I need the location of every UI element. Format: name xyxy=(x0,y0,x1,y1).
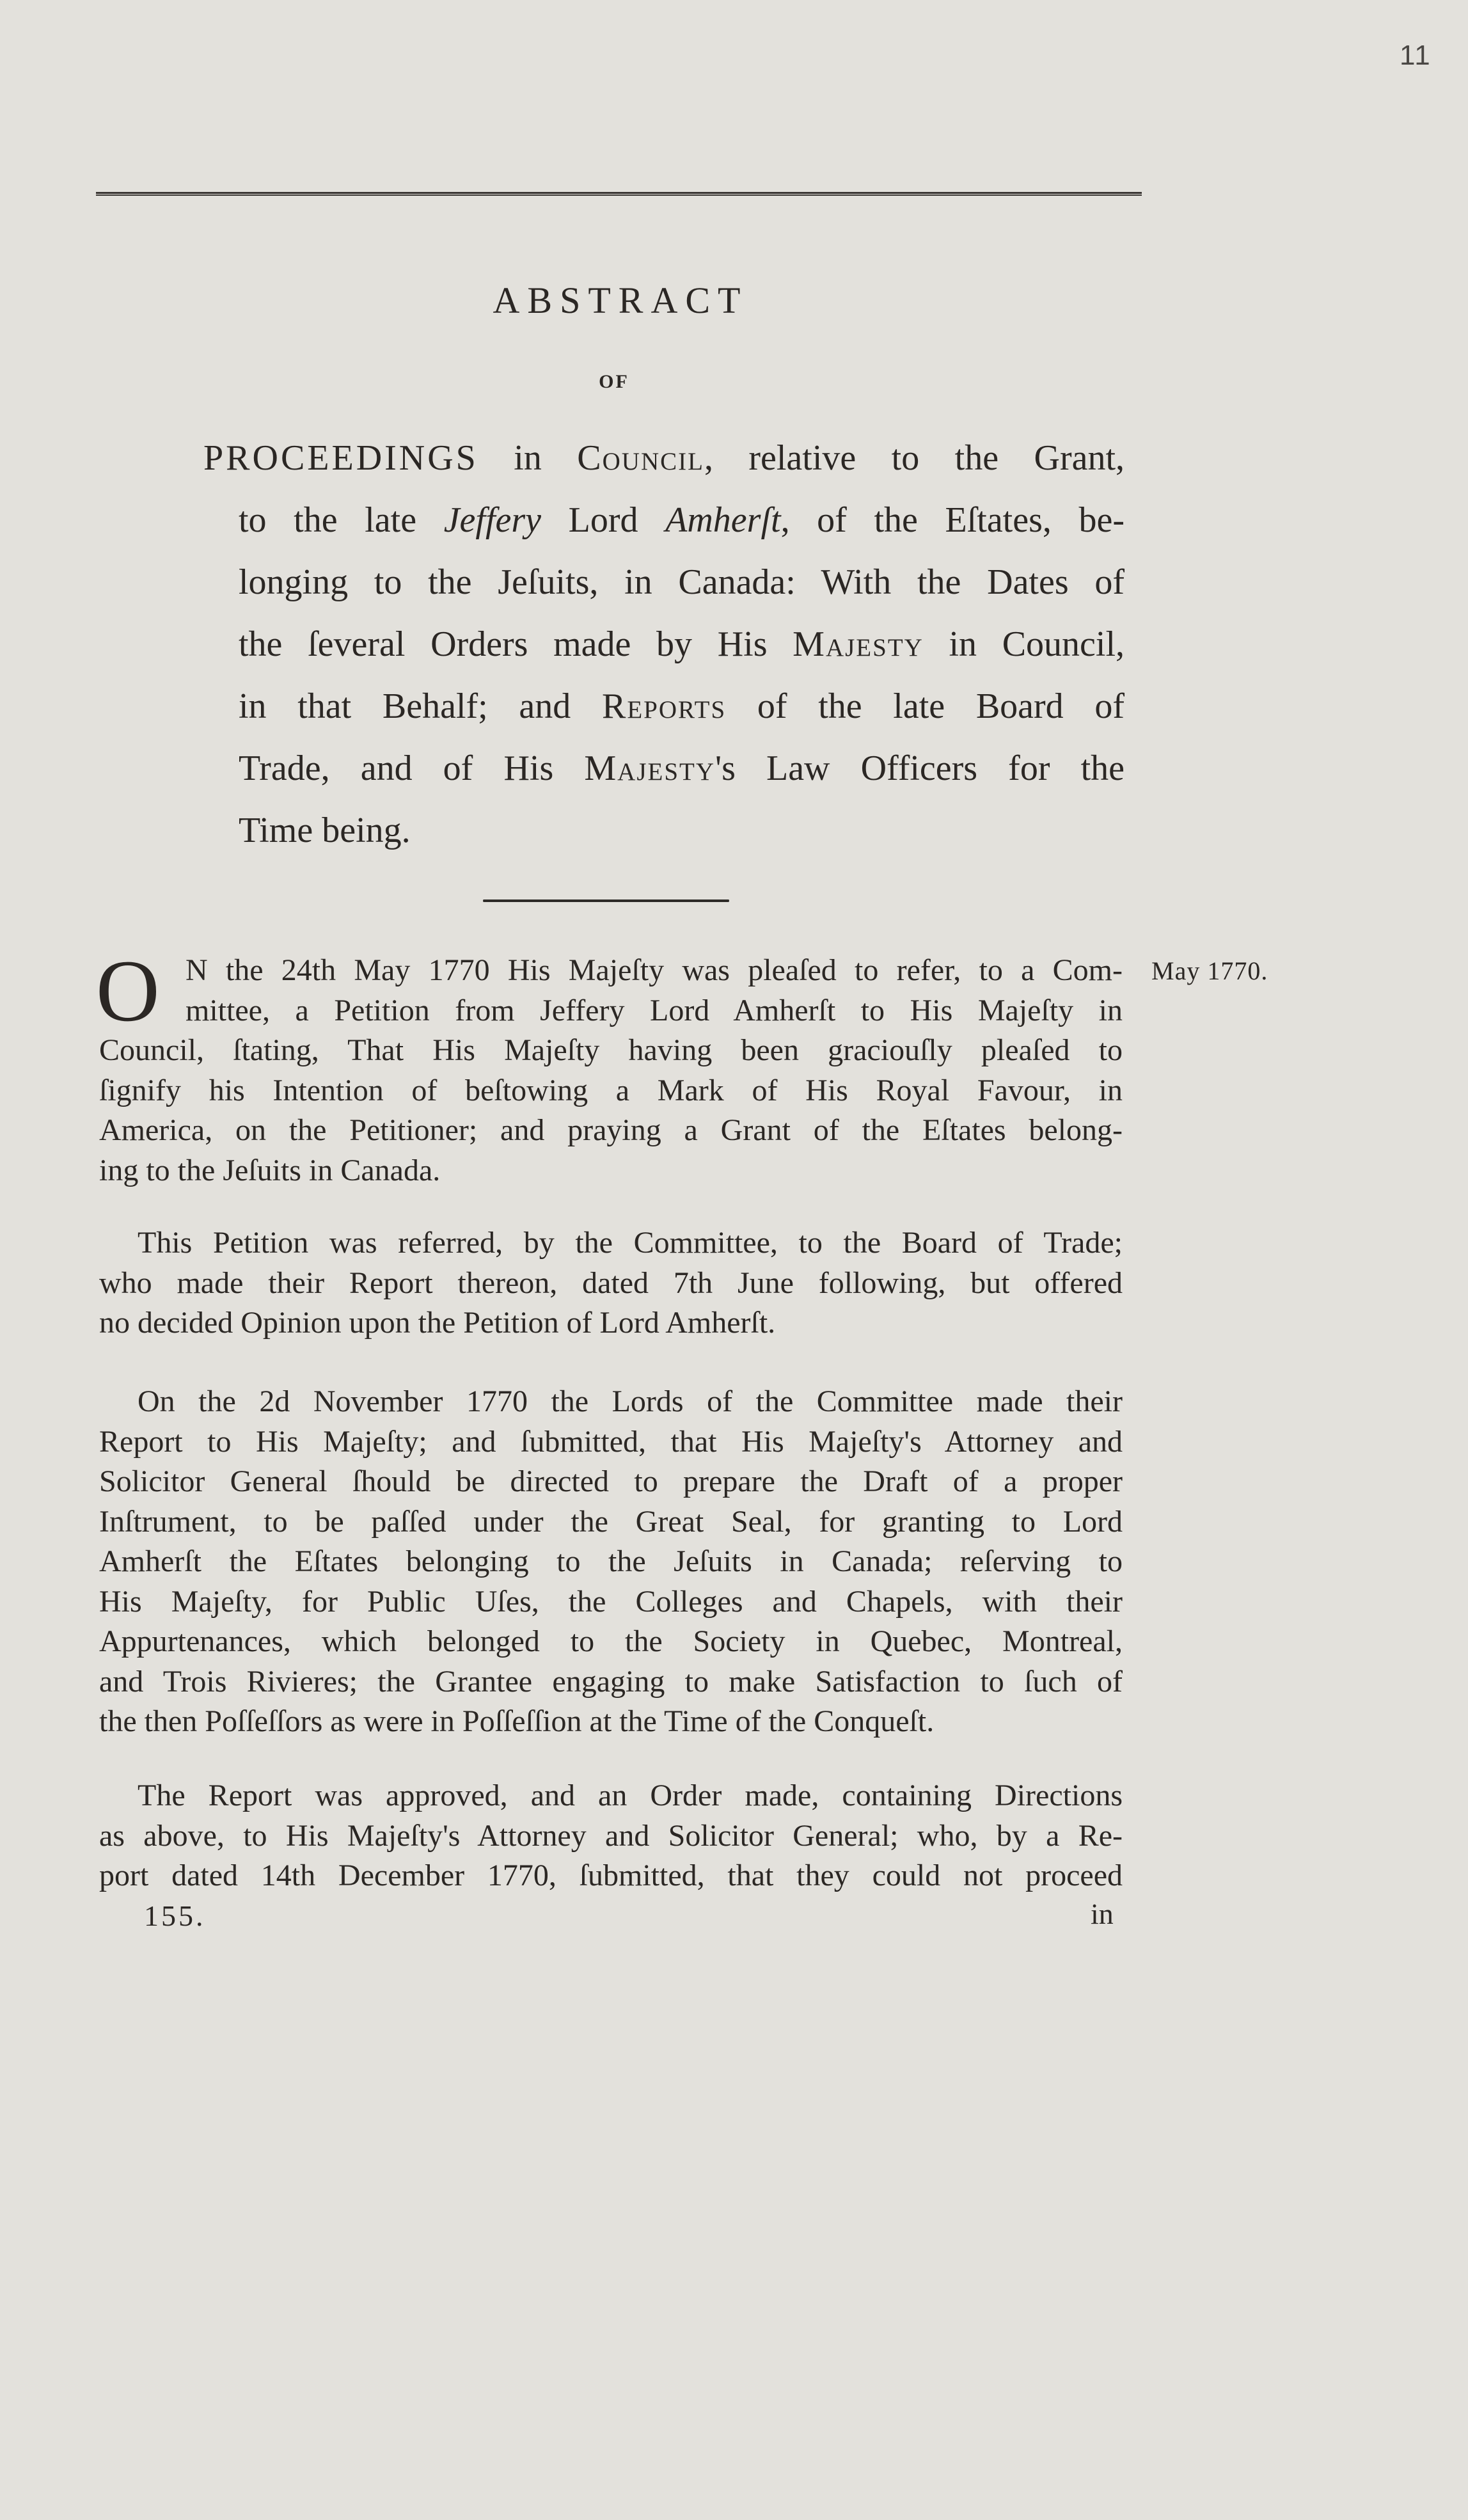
text-line: On the 2d November 1770 the Lords of the Committee made their xyxy=(138,1384,1123,1418)
text-line: America, on the Petitioner; and praying a Grant of the Eſtates belong- xyxy=(99,1113,1123,1147)
paragraph-2 xyxy=(99,1223,1123,1343)
text-line: who made their Report thereon, dated 7th June following, but offered xyxy=(99,1265,1123,1300)
text-line: no decided Opinion upon the Petition of Lord Amherſt. xyxy=(99,1306,776,1340)
subtitle-text: the ſeveral Orders made by His xyxy=(239,624,768,664)
text-line: Council, ſtating, That His Majeſty having been graciouſly pleaſed to xyxy=(99,1033,1123,1067)
subtitle-line xyxy=(203,614,1125,676)
section-divider xyxy=(483,899,729,903)
text-line: Solicitor General ſhould be directed to prepare the Draft of a proper xyxy=(99,1464,1123,1498)
text-line: mittee, a Petition from Jeffery Lord Amherſt to His Majeſty in xyxy=(185,993,1123,1027)
subtitle-line: Time being. xyxy=(239,811,411,850)
subtitle-text: Council xyxy=(577,438,704,478)
text-line: This Petition was referred, by the Committee, to the Board of Trade; xyxy=(138,1226,1123,1260)
text-line: ſignify his Intention of beſtowing a Mark of His Royal Favour, in xyxy=(99,1073,1123,1107)
subtitle-text: of the late Board of xyxy=(757,686,1125,726)
subtitle-line: longing to the Jeſuits, in Canada: With the Dates of xyxy=(239,562,1125,602)
paragraph-1 xyxy=(99,951,1123,1191)
text-line: the then Poſſeſſors as were in Poſſeſſion at the Time of the Conqueſt. xyxy=(99,1704,935,1738)
subtitle-text: Jeffery xyxy=(443,500,542,540)
top-double-rule xyxy=(96,192,1142,196)
document-subtitle xyxy=(203,427,1125,862)
page-number: 11 xyxy=(1400,40,1432,71)
text-line: port dated 14th December 1770, ſubmitted, that they could not proceed xyxy=(99,1858,1123,1892)
paragraph-4 xyxy=(99,1776,1123,1896)
subtitle-text: , of the Eſtates, be- xyxy=(780,500,1125,540)
text-line: His Majeſty, for Public Uſes, the Colleges and Chapels, with their xyxy=(99,1584,1123,1619)
subtitle-text: in that Behalf; and xyxy=(239,686,571,726)
document-title: ABSTRACT xyxy=(493,280,748,321)
subtitle-text: to the late xyxy=(239,500,417,540)
subtitle-text: Lord xyxy=(568,500,638,540)
text-line: Report to His Majeſty; and ſubmitted, that His Majeſty's Attorney and xyxy=(99,1424,1123,1459)
text-line: The Report was approved, and an Order made, containing Directions xyxy=(138,1779,1123,1812)
text-line: Amherſt the Eſtates belonging to the Jeſuits in Canada; reſerving to xyxy=(99,1544,1123,1578)
margin-date-note: May 1770. xyxy=(1151,956,1268,985)
subtitle-text: Trade, and of His xyxy=(239,749,554,788)
subtitle-text: Amherſt xyxy=(665,500,781,540)
text-line: N the 24th May 1770 His Majeſty was pleaſed to refer, to a Com- xyxy=(185,953,1123,987)
catchword: in xyxy=(1091,1898,1114,1930)
subtitle-text: , relative to the Grant, xyxy=(704,438,1125,478)
subtitle-line xyxy=(203,489,1125,551)
subtitle-text: Majesty xyxy=(584,749,715,788)
drop-cap: O xyxy=(96,942,160,1040)
subtitle-text: PROCEEDINGS xyxy=(203,438,478,478)
text-line: and Trois Rivieres; the Grantee engaging to make Satisfaction to ſuch of xyxy=(99,1664,1123,1699)
subtitle-text: in xyxy=(514,438,542,478)
subtitle-text: 's Law Officers for the xyxy=(715,749,1125,788)
subtitle-text: in Council, xyxy=(949,624,1125,664)
text-line: ing to the Jeſuits in Canada. xyxy=(99,1153,441,1187)
title-connector: OF xyxy=(599,371,629,392)
text-line: as above, to His Majeſty's Attorney and Solicitor General; who, by a Re- xyxy=(99,1818,1123,1853)
subtitle-text: Majesty xyxy=(793,624,924,664)
subtitle-line xyxy=(203,738,1125,800)
subtitle-line xyxy=(203,676,1125,738)
subtitle-text: Reports xyxy=(601,686,727,726)
signature-mark: 155. xyxy=(144,1899,206,1932)
paragraph-3 xyxy=(99,1382,1123,1742)
text-line: Inſtrument, to be paſſed under the Great Seal, for granting to Lord xyxy=(99,1504,1123,1539)
text-line: Appurtenances, which belonged to the Society in Quebec, Montreal, xyxy=(99,1624,1123,1658)
subtitle-line xyxy=(203,427,1125,489)
